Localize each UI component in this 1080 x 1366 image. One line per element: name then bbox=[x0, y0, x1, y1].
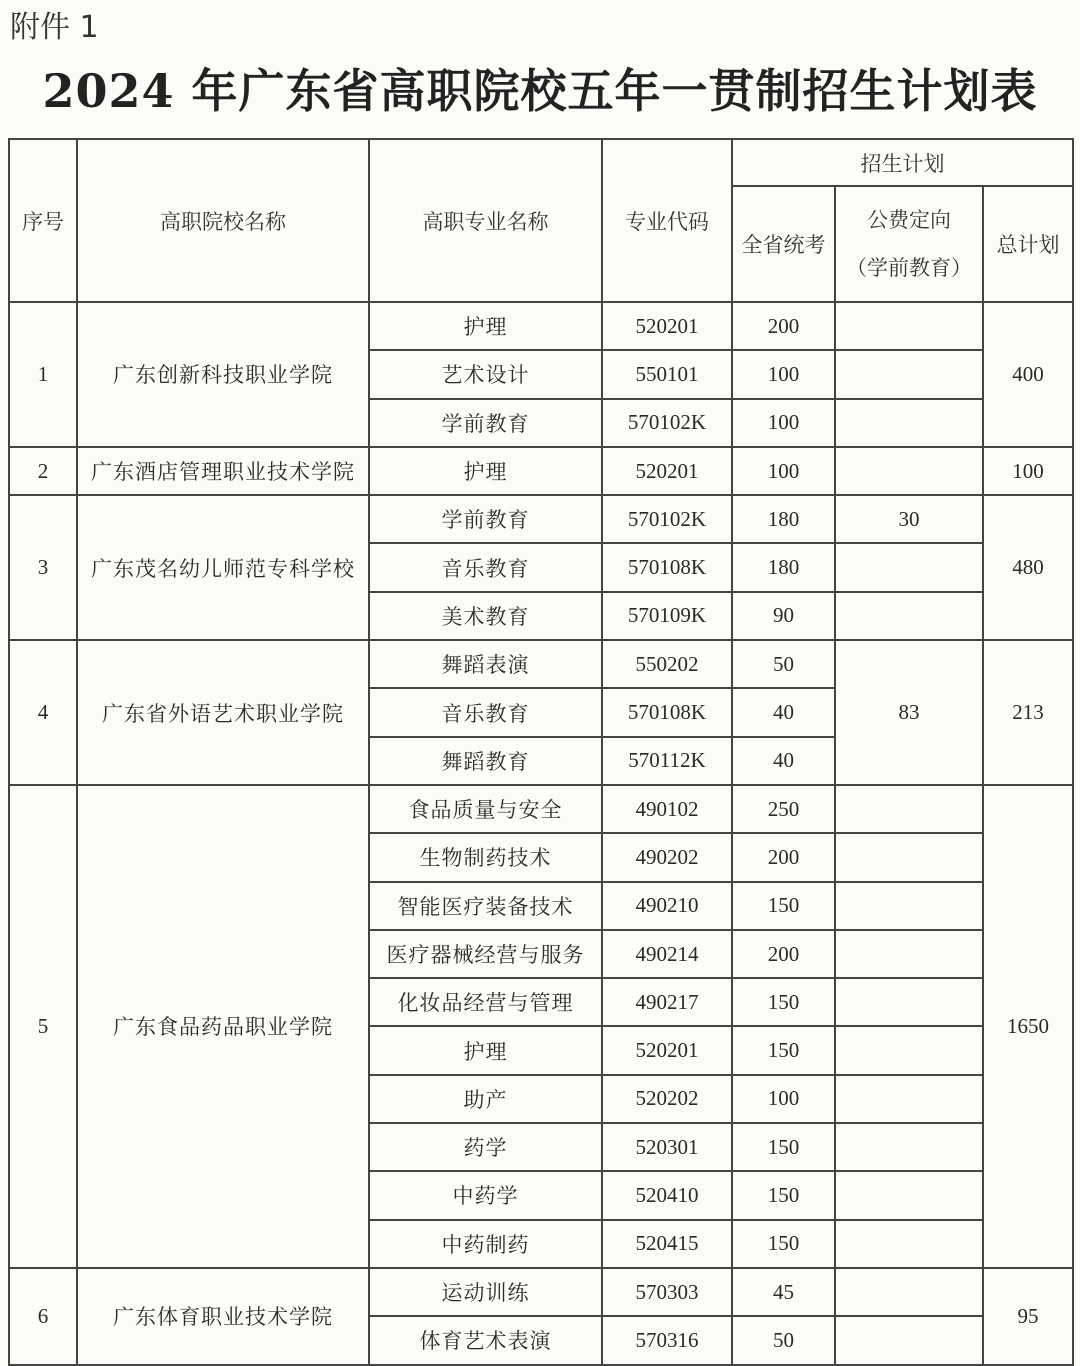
exam-cell: 150 bbox=[732, 1123, 835, 1171]
exam-cell: 200 bbox=[732, 302, 835, 350]
major-cell: 化妆品经营与管理 bbox=[369, 978, 602, 1026]
major-cell: 艺术设计 bbox=[369, 350, 602, 398]
code-cell: 550202 bbox=[602, 640, 732, 688]
public-cell bbox=[835, 1123, 983, 1171]
exam-cell: 40 bbox=[732, 688, 835, 736]
school-cell: 广东创新科技职业学院 bbox=[77, 302, 369, 447]
total-cell: 1650 bbox=[983, 785, 1073, 1268]
header-seq: 序号 bbox=[9, 139, 77, 302]
total-cell: 100 bbox=[983, 447, 1073, 495]
code-cell: 570303 bbox=[602, 1268, 732, 1316]
code-cell: 570316 bbox=[602, 1316, 732, 1364]
total-cell: 95 bbox=[983, 1268, 1073, 1365]
exam-cell: 200 bbox=[732, 833, 835, 881]
public-cell bbox=[835, 1220, 983, 1268]
major-cell: 助产 bbox=[369, 1075, 602, 1123]
public-cell bbox=[835, 399, 983, 447]
school-cell: 广东食品药品职业学院 bbox=[77, 785, 369, 1268]
school-cell: 广东体育职业技术学院 bbox=[77, 1268, 369, 1365]
seq-cell: 2 bbox=[9, 447, 77, 495]
code-cell: 490217 bbox=[602, 978, 732, 1026]
code-cell: 570108K bbox=[602, 688, 732, 736]
public-cell bbox=[835, 592, 983, 640]
code-cell: 490102 bbox=[602, 785, 732, 833]
total-cell: 213 bbox=[983, 640, 1073, 785]
public-cell bbox=[835, 1171, 983, 1219]
major-cell: 音乐教育 bbox=[369, 688, 602, 736]
seq-cell: 4 bbox=[9, 640, 77, 785]
exam-cell: 200 bbox=[732, 930, 835, 978]
exam-cell: 150 bbox=[732, 882, 835, 930]
header-plan-group: 招生计划 bbox=[732, 139, 1073, 186]
header-province-exam: 全省统考 bbox=[732, 186, 835, 302]
exam-cell: 150 bbox=[732, 978, 835, 1026]
major-cell: 体育艺术表演 bbox=[369, 1316, 602, 1364]
table-row bbox=[9, 447, 1073, 495]
major-cell: 舞蹈表演 bbox=[369, 640, 602, 688]
school-cell: 广东酒店管理职业技术学院 bbox=[77, 447, 369, 495]
major-cell: 食品质量与安全 bbox=[369, 785, 602, 833]
table-body bbox=[9, 302, 1073, 1365]
header-school: 高职院校名称 bbox=[77, 139, 369, 302]
page-title: 2024 年广东省高职院校五年一贯制招生计划表 bbox=[42, 64, 1038, 118]
public-cell bbox=[835, 447, 983, 495]
code-cell: 520202 bbox=[602, 1075, 732, 1123]
header-public-funded-line1: 公费定向 bbox=[867, 208, 951, 232]
code-cell: 520201 bbox=[602, 1026, 732, 1074]
exam-cell: 100 bbox=[732, 399, 835, 447]
major-cell: 医疗器械经营与服务 bbox=[369, 930, 602, 978]
exam-cell: 45 bbox=[732, 1268, 835, 1316]
enrollment-plan-table bbox=[8, 138, 1074, 1366]
school-cell: 广东茂名幼儿师范专科学校 bbox=[77, 495, 369, 640]
code-cell: 520201 bbox=[602, 447, 732, 495]
table-row bbox=[9, 785, 1073, 833]
code-cell: 520201 bbox=[602, 302, 732, 350]
exam-cell: 250 bbox=[732, 785, 835, 833]
table-row bbox=[9, 1268, 1073, 1316]
exam-cell: 180 bbox=[732, 495, 835, 543]
major-cell: 学前教育 bbox=[369, 495, 602, 543]
public-cell bbox=[835, 1075, 983, 1123]
major-cell: 智能医疗装备技术 bbox=[369, 882, 602, 930]
exam-cell: 150 bbox=[732, 1220, 835, 1268]
code-cell: 570112K bbox=[602, 737, 732, 785]
exam-cell: 150 bbox=[732, 1171, 835, 1219]
seq-cell: 3 bbox=[9, 495, 77, 640]
major-cell: 学前教育 bbox=[369, 399, 602, 447]
code-cell: 520415 bbox=[602, 1220, 732, 1268]
public-cell bbox=[835, 833, 983, 881]
major-cell: 中药制药 bbox=[369, 1220, 602, 1268]
public-cell bbox=[835, 882, 983, 930]
code-cell: 490210 bbox=[602, 882, 732, 930]
public-cell bbox=[835, 930, 983, 978]
code-cell: 490202 bbox=[602, 833, 732, 881]
major-cell: 运动训练 bbox=[369, 1268, 602, 1316]
major-cell: 中药学 bbox=[369, 1171, 602, 1219]
code-cell: 570108K bbox=[602, 543, 732, 591]
total-cell: 400 bbox=[983, 302, 1073, 447]
header-major: 高职专业名称 bbox=[369, 139, 602, 302]
code-cell: 520410 bbox=[602, 1171, 732, 1219]
public-cell bbox=[835, 350, 983, 398]
exam-cell: 40 bbox=[732, 737, 835, 785]
exam-cell: 100 bbox=[732, 1075, 835, 1123]
header-public-funded-line2: （学前教育） bbox=[846, 256, 972, 280]
public-cell bbox=[835, 1026, 983, 1074]
major-cell: 舞蹈教育 bbox=[369, 737, 602, 785]
exam-cell: 50 bbox=[732, 640, 835, 688]
major-cell: 美术教育 bbox=[369, 592, 602, 640]
major-cell: 生物制药技术 bbox=[369, 833, 602, 881]
attachment-label: 附件 1 bbox=[10, 10, 99, 45]
public-cell bbox=[835, 785, 983, 833]
public-cell: 83 bbox=[835, 640, 983, 785]
header-total: 总计划 bbox=[983, 186, 1073, 302]
exam-cell: 100 bbox=[732, 350, 835, 398]
seq-cell: 6 bbox=[9, 1268, 77, 1365]
public-cell bbox=[835, 302, 983, 350]
seq-cell: 1 bbox=[9, 302, 77, 447]
major-cell: 护理 bbox=[369, 302, 602, 350]
exam-cell: 50 bbox=[732, 1316, 835, 1364]
code-cell: 570102K bbox=[602, 495, 732, 543]
public-cell bbox=[835, 543, 983, 591]
major-cell: 药学 bbox=[369, 1123, 602, 1171]
exam-cell: 150 bbox=[732, 1026, 835, 1074]
code-cell: 570109K bbox=[602, 592, 732, 640]
public-cell bbox=[835, 1268, 983, 1316]
public-cell bbox=[835, 1316, 983, 1364]
public-cell bbox=[835, 978, 983, 1026]
exam-cell: 180 bbox=[732, 543, 835, 591]
table-row bbox=[9, 302, 1073, 350]
header-code: 专业代码 bbox=[602, 139, 732, 302]
code-cell: 520301 bbox=[602, 1123, 732, 1171]
code-cell: 570102K bbox=[602, 399, 732, 447]
exam-cell: 90 bbox=[732, 592, 835, 640]
major-cell: 护理 bbox=[369, 447, 602, 495]
school-cell: 广东省外语艺术职业学院 bbox=[77, 640, 369, 785]
major-cell: 护理 bbox=[369, 1026, 602, 1074]
code-cell: 550101 bbox=[602, 350, 732, 398]
table-row bbox=[9, 495, 1073, 543]
major-cell: 音乐教育 bbox=[369, 543, 602, 591]
exam-cell: 100 bbox=[732, 447, 835, 495]
total-cell: 480 bbox=[983, 495, 1073, 640]
code-cell: 490214 bbox=[602, 930, 732, 978]
public-cell: 30 bbox=[835, 495, 983, 543]
table-row bbox=[9, 640, 1073, 688]
seq-cell: 5 bbox=[9, 785, 77, 1268]
header-public-funded bbox=[835, 186, 983, 302]
